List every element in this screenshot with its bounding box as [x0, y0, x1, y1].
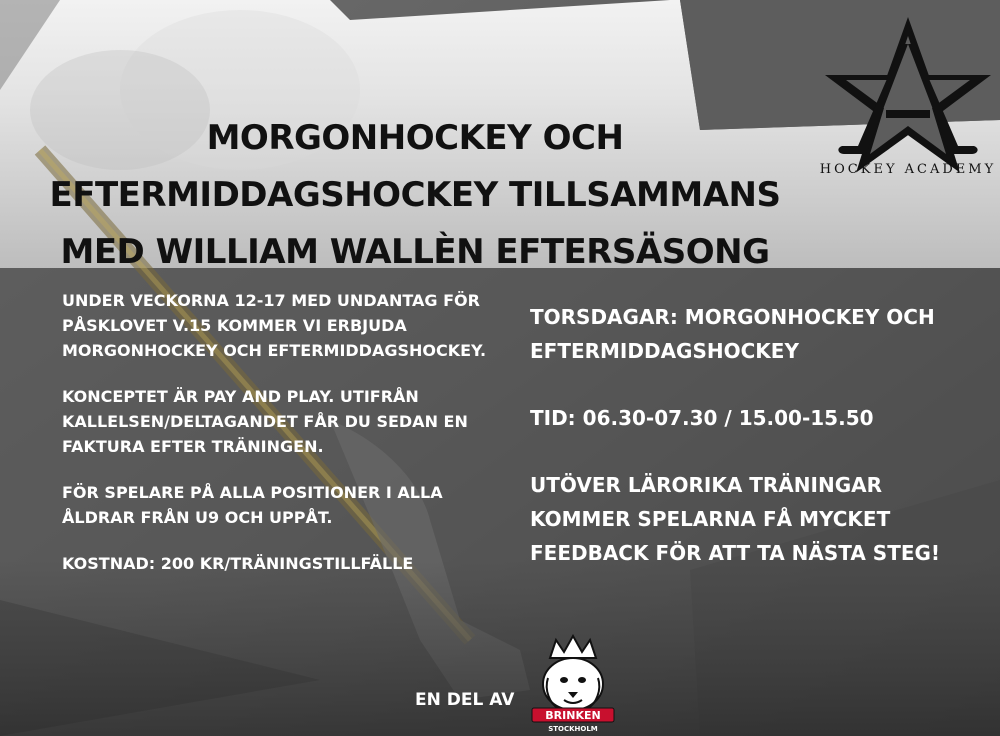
- title-line-3: MED WILLIAM WALLÈN EFTERSÄSONG: [60, 232, 770, 272]
- title-line-2: EFTERMIDDAGSHOCKEY TILLSAMMANS: [49, 175, 781, 215]
- info-left-column: [62, 288, 502, 597]
- cost-paragraph: KOSTNAD: 200 KR/TRÄNINGSTILLFÄLLE: [62, 554, 414, 573]
- brinken-lion-crown-icon: [528, 634, 618, 734]
- star-a-hockey-sticks-icon: [818, 14, 998, 184]
- feedback-text: UTÖVER LÄRORIKA TRÄNINGAR KOMMER SPELARNA FÅ MYCKET FEEDBACK FÖR ATT TA NÄSTA STEG!: [530, 473, 941, 565]
- days-text: TORSDAGAR: MORGONHOCKEY OCH EFTERMIDDAGSHOCKEY: [530, 305, 935, 363]
- brinken-city: STOCKHOLM: [548, 725, 598, 733]
- academy-name: HOCKEY ACADEMY: [819, 162, 997, 177]
- weeks-paragraph: UNDER VECKORNA 12-17 MED UNDANTAG FÖR PÅSKLOVET V.15 KOMMER VI ERBJUDA MORGONHOCKEY OCH EFTERMIDDAGSHOCKEY.: [62, 291, 487, 360]
- footer-prefix: EN DEL AV: [415, 690, 515, 710]
- players-paragraph: FÖR SPELARE PÅ ALLA POSITIONER I ALLA ÅLDRAR FRÅN U9 OCH UPPÅT.: [62, 483, 443, 527]
- page-title: [0, 110, 830, 281]
- title-line-1: MORGONHOCKEY OCH: [206, 118, 624, 158]
- brinken-name: BRINKEN: [545, 709, 601, 722]
- time-text: TID: 06.30-07.30 / 15.00-15.50: [530, 406, 874, 430]
- info-right-column: [530, 300, 950, 603]
- concept-paragraph: KONCEPTET ÄR PAY AND PLAY. UTIFRÅN KALLELSEN/DELTAGANDET FÅR DU SEDAN EN FAKTURA EFTER TRÄNINGEN.: [62, 387, 468, 456]
